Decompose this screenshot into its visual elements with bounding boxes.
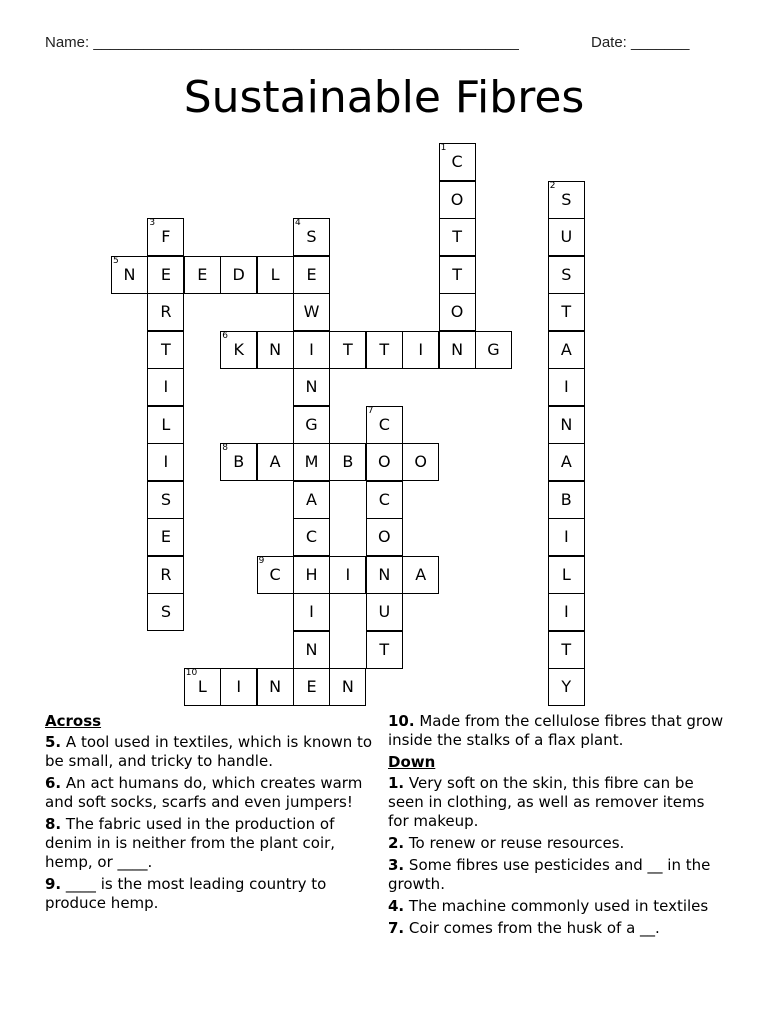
cell-letter: A [306,489,317,509]
cell-letter: T [379,339,390,359]
cell-letter: R [160,302,172,321]
cell-letter: I [309,602,314,621]
clue-number: 6. [45,774,62,792]
clue-across-6 [45,774,385,812]
grid-cell[interactable] [147,368,184,406]
cell-letter: I [163,452,169,471]
grid-cell[interactable] [147,481,184,519]
cell-number: 7 [367,405,374,416]
clue-text: The machine commonly used in textiles [408,897,709,915]
clue-down-4 [388,897,728,916]
cell-number: 9 [258,555,265,566]
cell-letter: B [233,452,245,471]
cell-letter: T [343,339,353,359]
cell-letter: W [303,302,320,321]
cell-letter: T [452,227,462,246]
grid-cell[interactable] [439,181,476,219]
grid-cell[interactable] [439,331,476,369]
grid-cell[interactable] [293,631,330,669]
grid-cell[interactable] [293,668,330,706]
grid-cell[interactable] [548,368,585,406]
cell-letter: A [560,339,572,359]
grid-cell[interactable] [402,331,439,369]
cell-letter: T [379,639,390,659]
cell-letter: I [563,527,569,546]
cell-letter: T [452,264,462,284]
grid-cell[interactable] [548,556,585,594]
grid-cell[interactable] [147,406,184,444]
cell-letter: I [563,602,569,621]
grid-cell[interactable] [548,593,585,631]
page-title: Sustainable Fibres [183,72,585,123]
cell-letter: H [305,564,318,584]
cell-letter: I [163,377,169,396]
cell-number: 3 [149,218,156,228]
grid-cell[interactable] [220,256,257,294]
clue-text: A tool used in textiles, which is known to be small, and tricky to handle. [45,733,373,770]
grid-cell[interactable] [548,443,585,481]
cell-letter: N [451,339,464,359]
cell-letter: L [197,677,207,696]
clues-right-column [388,712,728,941]
grid-cell[interactable] [439,256,476,294]
grid-cell[interactable] [366,331,403,369]
cell-letter: B [342,452,354,471]
cell-letter: N [341,677,354,696]
cell-number: 8 [222,443,228,453]
name-field[interactable]: Name: ___________________________________________________ [45,34,519,51]
cell-letter: S [306,227,317,246]
grid-cell[interactable] [548,331,585,369]
grid-cell[interactable] [366,631,403,669]
grid-cell[interactable] [147,218,184,256]
clue-down-2 [388,834,728,853]
clue-number: 3. [388,856,405,874]
grid-cell[interactable] [293,218,330,256]
cell-letter: I [345,564,351,584]
cell-letter: T [561,302,572,321]
date-field[interactable]: Date: _______ [591,34,690,51]
clue-number: 5. [45,733,62,751]
cell-number: 10 [185,668,198,678]
grid-cell[interactable] [366,556,403,594]
grid-cell[interactable] [548,481,585,519]
grid-cell[interactable] [366,481,403,519]
cell-letter: E [160,264,171,284]
clue-number: 4. [388,897,405,915]
down-heading: Down [388,753,436,771]
grid-cell[interactable] [329,668,366,706]
cell-letter: C [269,564,281,584]
cell-letter: B [560,489,572,509]
grid-cell[interactable] [293,481,330,519]
cell-letter: G [487,339,500,359]
grid-cell[interactable] [147,556,184,594]
cell-letter: F [161,227,171,246]
cell-letter: I [563,377,569,396]
grid-cell[interactable] [147,593,184,631]
cell-letter: O [378,452,391,471]
clue-text: An act humans do, which creates warm and soft socks, scarfs and even jumpers! [45,774,363,811]
clue-text: Some fibres use pesticides and __ in the growth. [388,856,711,893]
grid-cell[interactable] [548,293,585,331]
cell-letter: N [269,677,282,696]
grid-cell[interactable] [293,593,330,631]
cell-letter: L [270,264,280,284]
grid-cell[interactable] [366,406,403,444]
clues-left-column [45,712,385,916]
grid-cell[interactable] [329,556,366,594]
cell-letter: D [232,264,245,284]
across-heading: Across [45,712,102,730]
clue-text: The fabric used in the production of denim in is neither from the plant coir, hemp, or ____. [45,815,336,871]
grid-cell[interactable] [293,443,330,481]
cell-letter: C [305,527,318,546]
grid-cell[interactable] [329,331,366,369]
cell-letter: N [378,564,391,584]
cell-letter: L [561,564,571,584]
cell-letter: I [418,339,424,359]
grid-cell[interactable] [147,331,184,369]
cell-letter: S [561,189,572,209]
cell-letter: T [161,339,171,359]
grid-cell[interactable] [439,143,476,181]
grid-cell[interactable] [439,293,476,331]
grid-cell[interactable] [111,256,148,294]
clue-down-3 [388,856,728,894]
cell-letter: A [560,452,572,471]
grid-cell[interactable] [293,293,330,331]
clue-number: 7. [388,919,405,937]
cell-letter: E [306,677,317,696]
grid-cell[interactable] [184,256,221,294]
grid-cell[interactable] [257,668,294,706]
grid-cell[interactable] [548,668,585,706]
cell-letter: O [414,452,427,471]
grid-cell[interactable] [147,443,184,481]
cell-number: 4 [295,218,301,228]
clue-text: Coir comes from the husk of a __. [408,919,660,937]
grid-cell[interactable] [402,556,439,594]
cell-letter: G [305,414,318,434]
cell-letter: L [161,414,171,434]
grid-cell[interactable] [220,443,257,481]
cell-letter: S [561,264,572,284]
grid-cell[interactable] [220,668,257,706]
cell-letter: R [160,564,172,584]
grid-cell[interactable] [293,331,330,369]
grid-cell[interactable] [548,256,585,294]
grid-cell[interactable] [548,218,585,256]
cell-letter: S [160,489,171,509]
clue-number: 10. [388,712,415,730]
grid-cell[interactable] [293,368,330,406]
cell-letter: C [378,414,390,434]
cell-letter: O [378,527,391,546]
grid-cell[interactable] [439,218,476,256]
cell-letter: A [269,452,281,471]
grid-cell[interactable] [147,256,184,294]
cell-letter: E [306,264,317,284]
grid-cell[interactable] [293,518,330,556]
clue-number: 1. [388,774,405,792]
cell-letter: N [123,264,136,284]
cell-letter: U [560,227,573,246]
clue-across-9 [45,875,385,913]
grid-cell[interactable] [184,668,221,706]
grid-cell[interactable] [548,631,585,669]
cell-letter: N [305,639,318,659]
cell-number: 1 [440,143,447,153]
clue-text: Very soft on the skin, this fibre can be seen in clothing, as well as remover items for makeup. [388,774,705,830]
grid-cell[interactable] [257,556,294,594]
clue-down-1 [388,774,728,831]
grid-cell[interactable] [548,518,585,556]
cell-letter: C [451,152,463,171]
cell-letter: N [269,339,282,359]
cell-letter: S [160,602,171,621]
cell-letter: K [233,339,244,359]
grid-cell[interactable] [366,518,403,556]
grid-cell[interactable] [329,443,366,481]
clue-down-7 [388,919,728,938]
cell-letter: N [305,377,318,396]
grid-cell[interactable] [475,331,512,369]
cell-letter: N [560,414,573,434]
cell-letter: C [378,489,390,509]
cell-letter: I [309,339,314,359]
cell-number: 6 [222,330,228,341]
grid-cell[interactable] [366,443,403,481]
cell-letter: M [304,452,319,471]
cell-letter: E [197,264,208,284]
grid-cell[interactable] [548,181,585,219]
grid-cell[interactable] [257,443,294,481]
grid-cell[interactable] [257,331,294,369]
grid-cell[interactable] [548,406,585,444]
grid-cell[interactable] [147,293,184,331]
grid-cell[interactable] [293,556,330,594]
clue-text: Made from the cellulose fibres that grow inside the stalks of a flax plant. [388,712,724,749]
cell-number: 5 [113,255,119,266]
clue-number: 2. [388,834,405,852]
grid-cell[interactable] [402,443,439,481]
cell-letter: O [450,189,464,209]
clue-number: 8. [45,815,62,833]
grid-cell[interactable] [147,518,184,556]
clue-across-10 [388,712,728,750]
cell-letter: Y [561,677,572,696]
clue-number: 9. [45,875,62,893]
cell-letter: O [450,302,464,321]
clue-text: ____ is the most leading country to produce hemp. [45,875,327,912]
grid-cell[interactable] [220,331,257,369]
cell-letter: E [160,527,171,546]
cell-letter: U [378,602,391,621]
clue-text: To renew or reuse resources. [408,834,625,852]
clue-across-5 [45,733,385,771]
clue-across-8 [45,815,385,872]
cell-letter: A [415,564,427,584]
grid-cell[interactable] [257,256,294,294]
cell-number: 2 [549,180,556,191]
grid-cell[interactable] [366,593,403,631]
cell-letter: I [236,677,242,696]
cell-letter: T [561,639,572,659]
grid-cell[interactable] [293,406,330,444]
grid-cell[interactable] [293,256,330,294]
